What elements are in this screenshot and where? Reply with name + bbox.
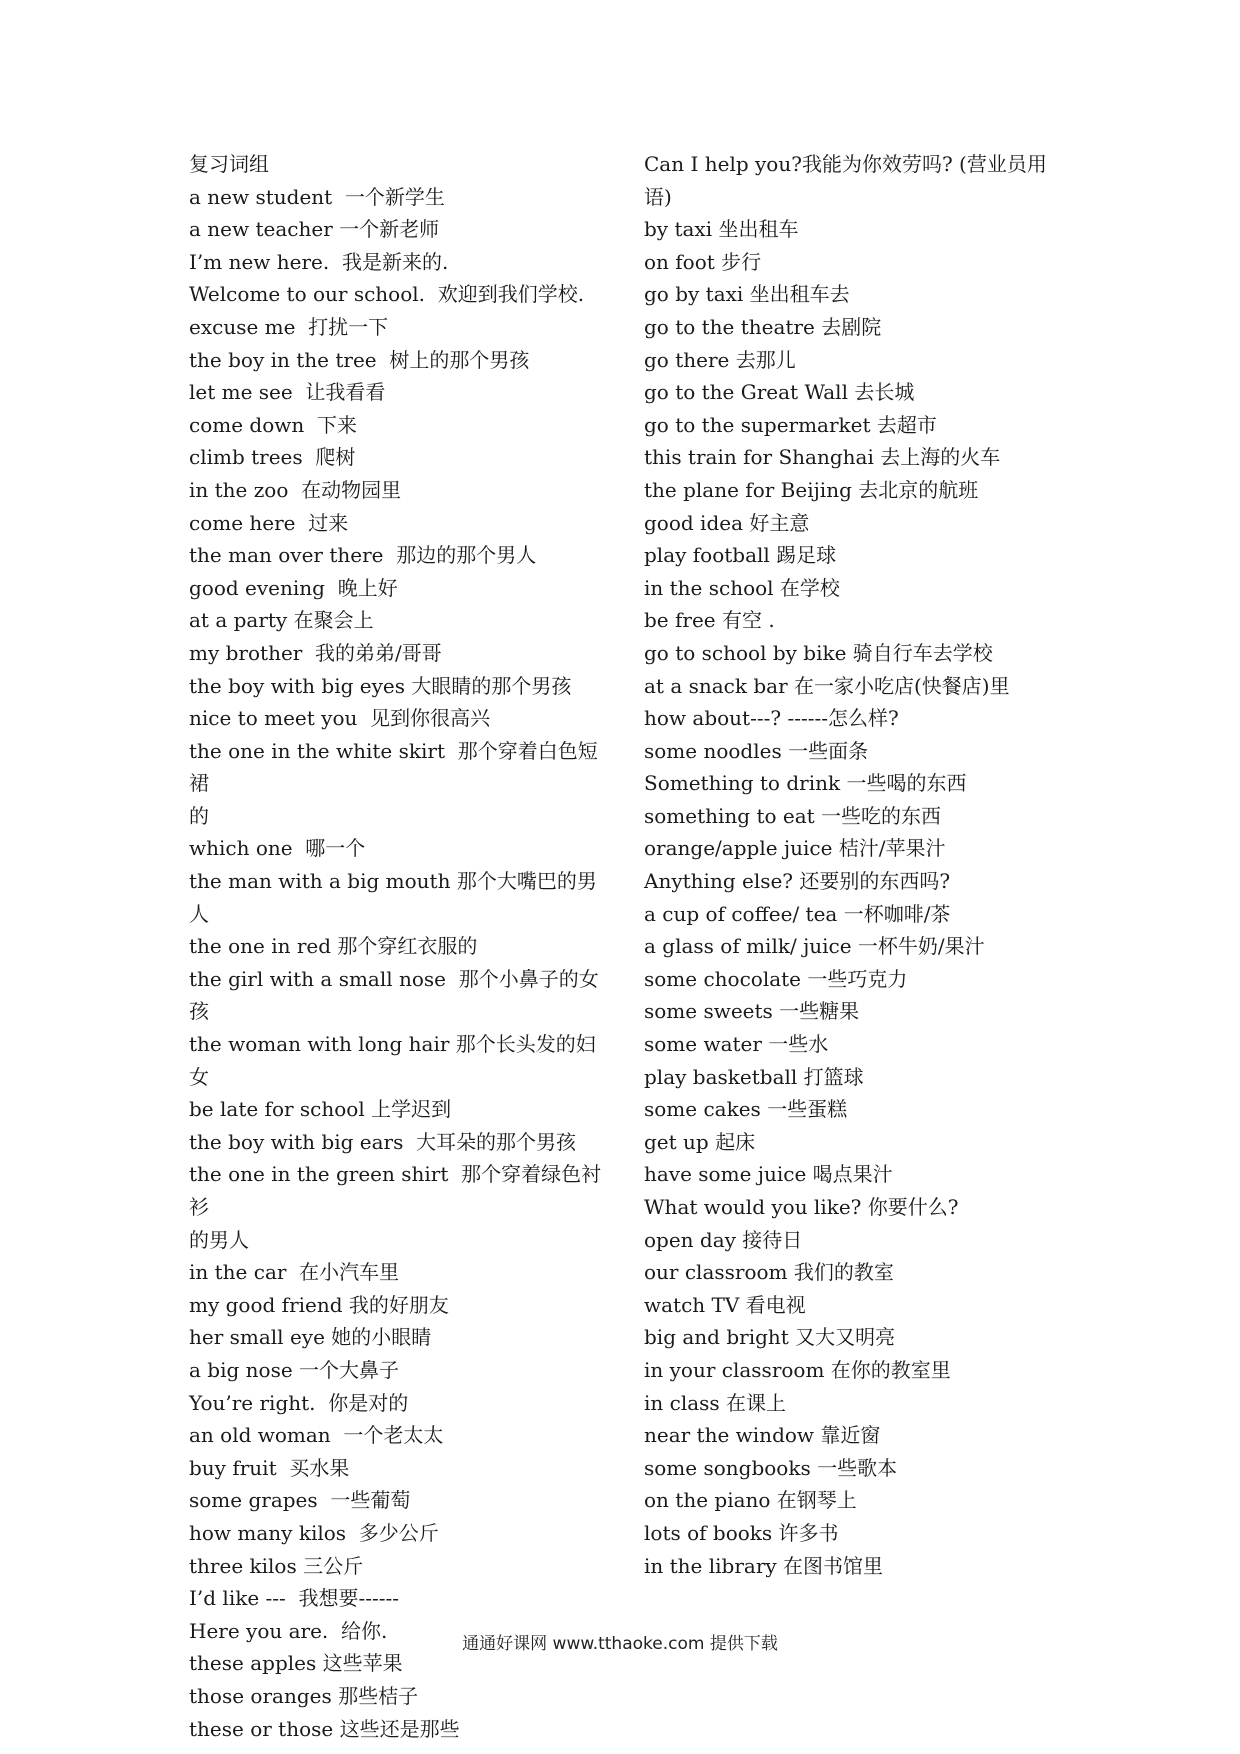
phrase-line: the boy with big ears 大耳朵的那个男孩 <box>189 1129 577 1154</box>
phrase-line: an old woman 一个老太太 <box>189 1423 444 1448</box>
phrase-line: three kilos 三公斤 <box>189 1553 364 1578</box>
phrase-line: the plane for Beijing 去北京的航班 <box>644 477 979 502</box>
phrase-line: I’d like --- 我想要------ <box>189 1586 400 1611</box>
phrase-line: get up 起床 <box>644 1129 756 1154</box>
phrase-line: in class 在课上 <box>644 1390 787 1415</box>
phrase-line: my brother 我的弟弟/哥哥 <box>189 640 442 665</box>
phrase-line: Here you are. 给你. <box>189 1618 388 1643</box>
footer-credit: 通通好课网 www.tthaoke.com 提供下载 <box>462 1634 778 1654</box>
phrase-line: her small eye 她的小眼睛 <box>189 1325 432 1350</box>
phrase-line: climb trees 爬树 <box>189 445 356 470</box>
phrase-line: some songbooks 一些歌本 <box>644 1455 898 1480</box>
phrase-line: You’re right. 你是对的 <box>189 1390 409 1415</box>
phrase-line: nice to meet you 见到你很高兴 <box>189 706 491 731</box>
phrase-line: watch TV 看电视 <box>644 1292 806 1317</box>
phrase-line: go by taxi 坐出租车去 <box>644 282 850 307</box>
phrase-line: the girl with a small nose 那个小鼻子的女孩 <box>189 966 599 1024</box>
phrase-line: our classroom 我们的教室 <box>644 1260 894 1285</box>
phrase-line: how about---? ------怎么样? <box>644 706 899 731</box>
phrase-line: buy fruit 买水果 <box>189 1455 350 1480</box>
phrase-line: which one 哪一个 <box>189 836 366 861</box>
phrase-line: some cakes 一些蛋糕 <box>644 1097 848 1122</box>
phrase-line: I’m new here. 我是新来的. <box>189 249 449 274</box>
phrase-line: open day 接待日 <box>644 1227 803 1252</box>
phrase-line: 的男人 <box>189 1227 249 1252</box>
phrase-line: my good friend 我的好朋友 <box>189 1292 449 1317</box>
phrase-line: go to the supermarket 去超市 <box>644 412 937 437</box>
phrase-line: the one in the white skirt 那个穿着白色短裙 <box>189 738 598 796</box>
phrase-line: at a party 在聚会上 <box>189 608 374 633</box>
phrase-line: these apples 这些苹果 <box>189 1651 403 1676</box>
phrase-line: Something to drink 一些喝的东西 <box>644 771 967 796</box>
right-phrase-list <box>644 148 1064 1582</box>
left-phrase-list <box>189 181 609 1746</box>
phrase-line: orange/apple juice 桔汁/苹果汁 <box>644 836 946 861</box>
phrase-line: some sweets 一些糖果 <box>644 999 860 1024</box>
phrase-line: go to the theatre 去剧院 <box>644 314 882 339</box>
phrase-line: a cup of coffee/ tea 一杯咖啡/茶 <box>644 901 951 926</box>
phrase-line: in the library 在图书馆里 <box>644 1553 884 1578</box>
phrase-line: go to the Great Wall 去长城 <box>644 380 915 405</box>
phrase-line: big and bright 又大又明亮 <box>644 1325 896 1350</box>
phrase-line: the one in red 那个穿红衣服的 <box>189 934 478 959</box>
phrase-line: some noodles 一些面条 <box>644 738 869 763</box>
phrase-line: lots of books 许多书 <box>644 1520 839 1545</box>
phrase-line: on foot 步行 <box>644 249 762 274</box>
phrase-line: Anything else? 还要别的东西吗? <box>644 869 951 894</box>
phrase-line: a big nose 一个大鼻子 <box>189 1357 400 1382</box>
phrase-line: the man over there 那边的那个男人 <box>189 543 537 568</box>
phrase-line: go there 去那儿 <box>644 347 796 372</box>
phrase-line: a new teacher 一个新老师 <box>189 217 440 242</box>
phrase-line: in the zoo 在动物园里 <box>189 477 402 502</box>
phrase-line: excuse me 打扰一下 <box>189 314 389 339</box>
phrase-line: 的 <box>189 803 209 828</box>
phrase-line: something to eat 一些吃的东西 <box>644 803 942 828</box>
phrase-line: go to school by bike 骑自行车去学校 <box>644 640 993 665</box>
phrase-line: in the car 在小汽车里 <box>189 1260 400 1285</box>
phrase-line: play basketball 打篮球 <box>644 1064 864 1089</box>
phrase-line: by taxi 坐出租车 <box>644 217 799 242</box>
phrase-line: the boy with big eyes 大眼睛的那个男孩 <box>189 673 572 698</box>
phrase-line: play football 踢足球 <box>644 543 837 568</box>
phrase-line: Can I help you?我能为你效劳吗? (营业员用语) <box>644 152 1047 209</box>
phrase-line: the one in the green shirt 那个穿着绿色衬衫 <box>189 1162 602 1219</box>
phrase-line: those oranges 那些桔子 <box>189 1683 419 1708</box>
phrase-line: the boy in the tree 树上的那个男孩 <box>189 347 530 372</box>
phrase-line: Welcome to our school. 欢迎到我们学校. <box>189 282 585 307</box>
phrase-line: some chocolate 一些巧克力 <box>644 966 908 991</box>
phrase-line: this train for Shanghai 去上海的火车 <box>644 445 1001 470</box>
left-column <box>189 148 609 1745</box>
phrase-line: how many kilos 多少公斤 <box>189 1520 439 1545</box>
phrase-line: a new student 一个新学生 <box>189 184 445 209</box>
phrase-line: at a snack bar 在一家小吃店(快餐店)里 <box>644 673 1010 698</box>
phrase-line: in your classroom 在你的教室里 <box>644 1357 951 1382</box>
phrase-line: good evening 晚上好 <box>189 575 398 600</box>
phrase-line: near the window 靠近窗 <box>644 1423 881 1448</box>
phrase-line: come down 下来 <box>189 412 357 437</box>
phrase-line: some grapes 一些葡萄 <box>189 1488 411 1513</box>
right-column <box>644 148 1064 1582</box>
phrase-line: some water 一些水 <box>644 1032 829 1057</box>
phrase-line: the woman with long hair 那个长头发的妇女 <box>189 1032 596 1089</box>
phrase-line: good idea 好主意 <box>644 510 810 535</box>
phrase-line: on the piano 在钢琴上 <box>644 1488 857 1513</box>
phrase-line: come here 过来 <box>189 510 349 535</box>
phrase-line: be free 有空 . <box>644 608 775 633</box>
phrase-line: have some juice 喝点果汁 <box>644 1162 893 1187</box>
phrase-line: these or those 这些还是那些 <box>189 1716 460 1741</box>
phrase-line: in the school 在学校 <box>644 575 840 600</box>
phrase-line: let me see 让我看看 <box>189 380 386 405</box>
section-heading: 复习词组 <box>189 152 269 176</box>
phrase-line: the man with a big mouth 那个大嘴巴的男人 <box>189 869 597 926</box>
phrase-line: a glass of milk/ juice 一杯牛奶/果汁 <box>644 934 985 959</box>
phrase-line: What would you like? 你要什么? <box>644 1195 959 1219</box>
phrase-line: be late for school 上学迟到 <box>189 1097 452 1122</box>
